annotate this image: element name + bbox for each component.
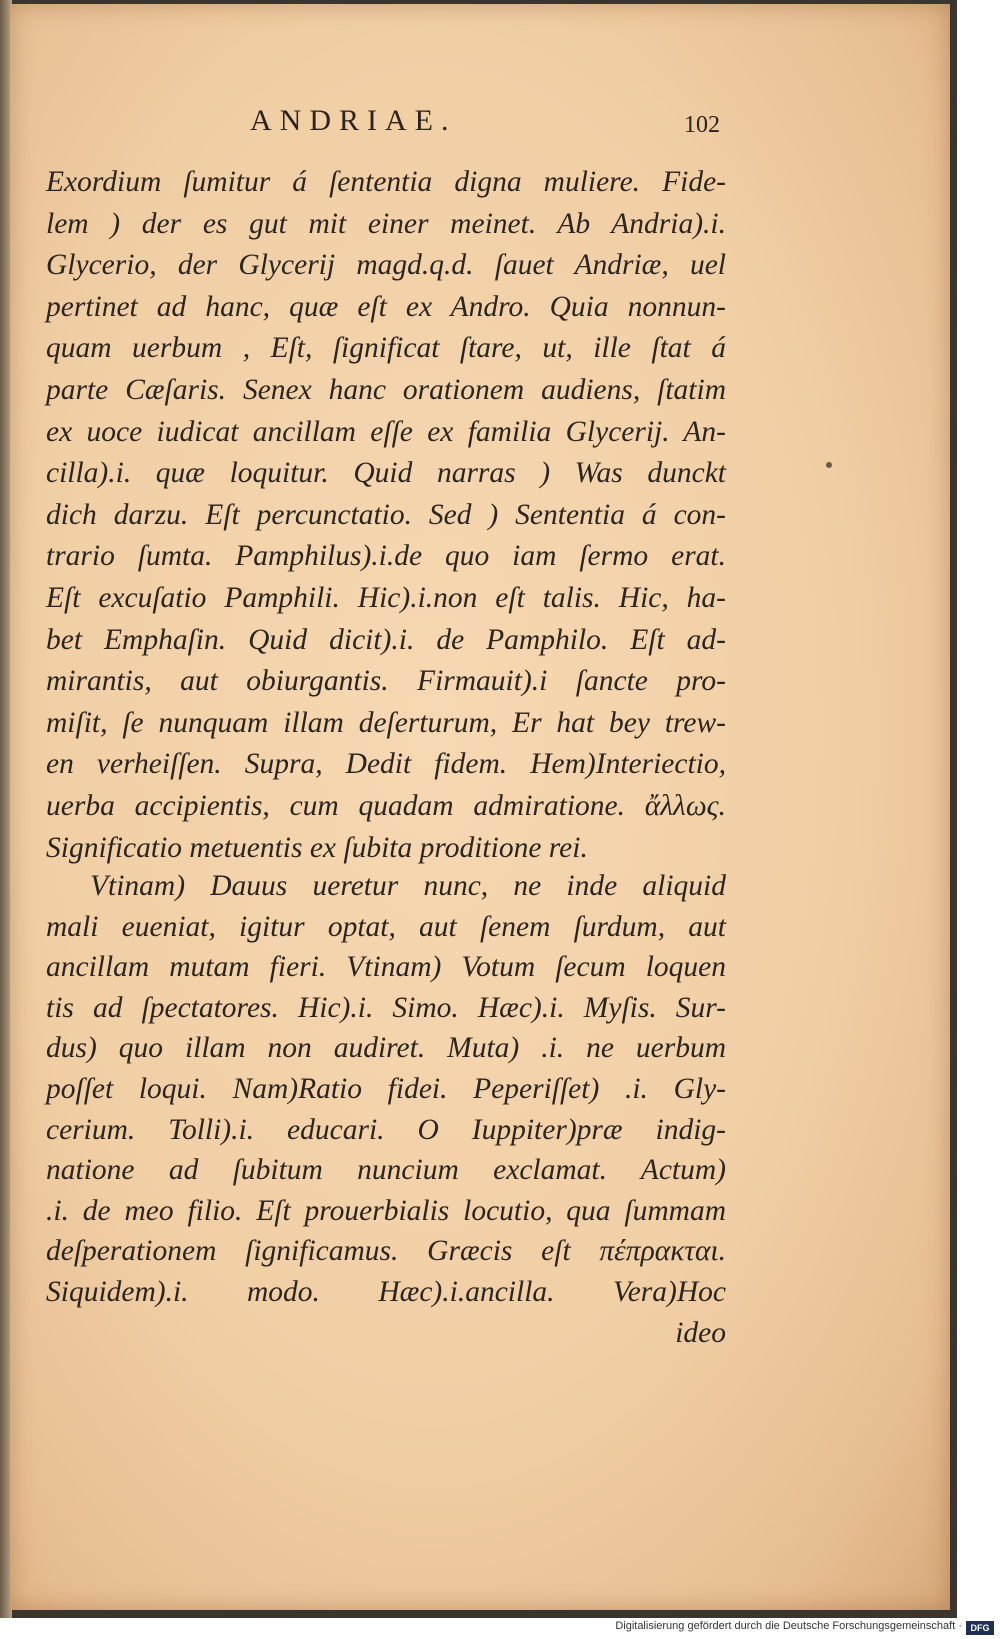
text-line: dich darzu. Eſt percunctatio. Sed ) Sententia á con- [46,498,726,531]
text-line: dus) quo illam non audiret. Muta) .i. ne uerbum [46,1032,726,1065]
text-line: parte Cæſaris. Senex hanc orationem audiens, ſtatim [46,373,726,406]
text-line: Vtinam) Dauus ueretur nunc, ne inde aliquid [90,870,726,902]
text-line: ex uoce iudicat ancillam eſſe ex familia Glycerij. An- [46,415,726,448]
text-line: deſperationem ſignificamus. Græcis eſt πέπρακται. [46,1235,726,1268]
text-line: mali eueniat, igitur optat, aut ſenem ſurdum, aut [46,910,726,943]
text-line: pertinet ad hanc, quæ eſt ex Andro. Quia nonnun- [46,290,726,323]
running-title: ANDRIAE. [250,104,457,137]
text-line: .i. de meo filio. Eſt prouerbialis locutio, qua ſummam [46,1194,726,1227]
page-number: 102 [684,112,720,138]
text-line: natione ad ſubitum nuncium exclamat. Actum) [46,1154,726,1187]
text-line: Eſt excuſatio Pamphili. Hic).i.non eſt talis. Hic, ha- [46,581,726,614]
text-line: lem ) der es gut mit einer meinet. Ab Andria).i. [46,207,726,240]
dfg-logo: DFG [966,1621,994,1635]
commentary-paragraph-1 [46,162,726,869]
funding-credit: Digitalisierung gefördert durch die Deutsche Forschungsgemeinschaft · [615,1620,962,1632]
text-line: Glycerio, der Glycerij magd.q.d. ſauet Andriæ, uel [46,249,726,282]
text-line: Significatio metuentis ex ſubita proditione rei. [46,831,588,864]
text-line: cilla).i. quæ loquitur. Quid narras ) Was dunckt [46,457,726,490]
text-line: uerba accipientis, cum quadam admiratione. ἄλλως. [46,789,726,822]
digitization-footer [0,1618,1000,1639]
text-line: en verheiſſen. Supra, Dedit fidem. Hem)Interiectio, [46,748,726,781]
text-line: bet Emphaſin. Quid dicit).i. de Pamphilo. Eſt ad- [46,623,726,656]
text-line: Siquidem).i. modo. Hæc).i.ancilla. Vera)Hoc [46,1275,726,1308]
page-header [250,104,720,144]
text-line: miſit, ſe nunquam illam deſerturum, Er hat bey trew- [46,706,726,739]
text-line: mirantis, aut obiurgantis. Firmauit).i ſancte pro- [46,665,726,698]
commentary-paragraph-2 [46,866,726,1353]
catchword: ideo [675,1316,726,1349]
text-line: ancillam mutam fieri. Vtinam) Votum ſecum loquen [46,951,726,984]
text-line: poſſet loqui. Nam)Ratio fidei. Peperiſſet) .i. Gly- [46,1072,726,1105]
text-line: trario ſumta. Pamphilus).i.de quo iam ſermo erat. [46,540,726,573]
book-page [10,4,950,1610]
text-line: cerium. Tolli).i. educari. O Iuppiter)præ indig- [46,1113,726,1146]
paper-speck [826,462,832,468]
text-line: Exordium ſumitur á ſententia digna muliere. Fide- [46,166,726,198]
text-line: tis ad ſpectatores. Hic).i. Simo. Hæc).i. Myſis. Sur- [46,991,726,1024]
text-line: quam uerbum , Eſt, ſignificat ſtare, ut, ille ſtat á [46,332,726,365]
